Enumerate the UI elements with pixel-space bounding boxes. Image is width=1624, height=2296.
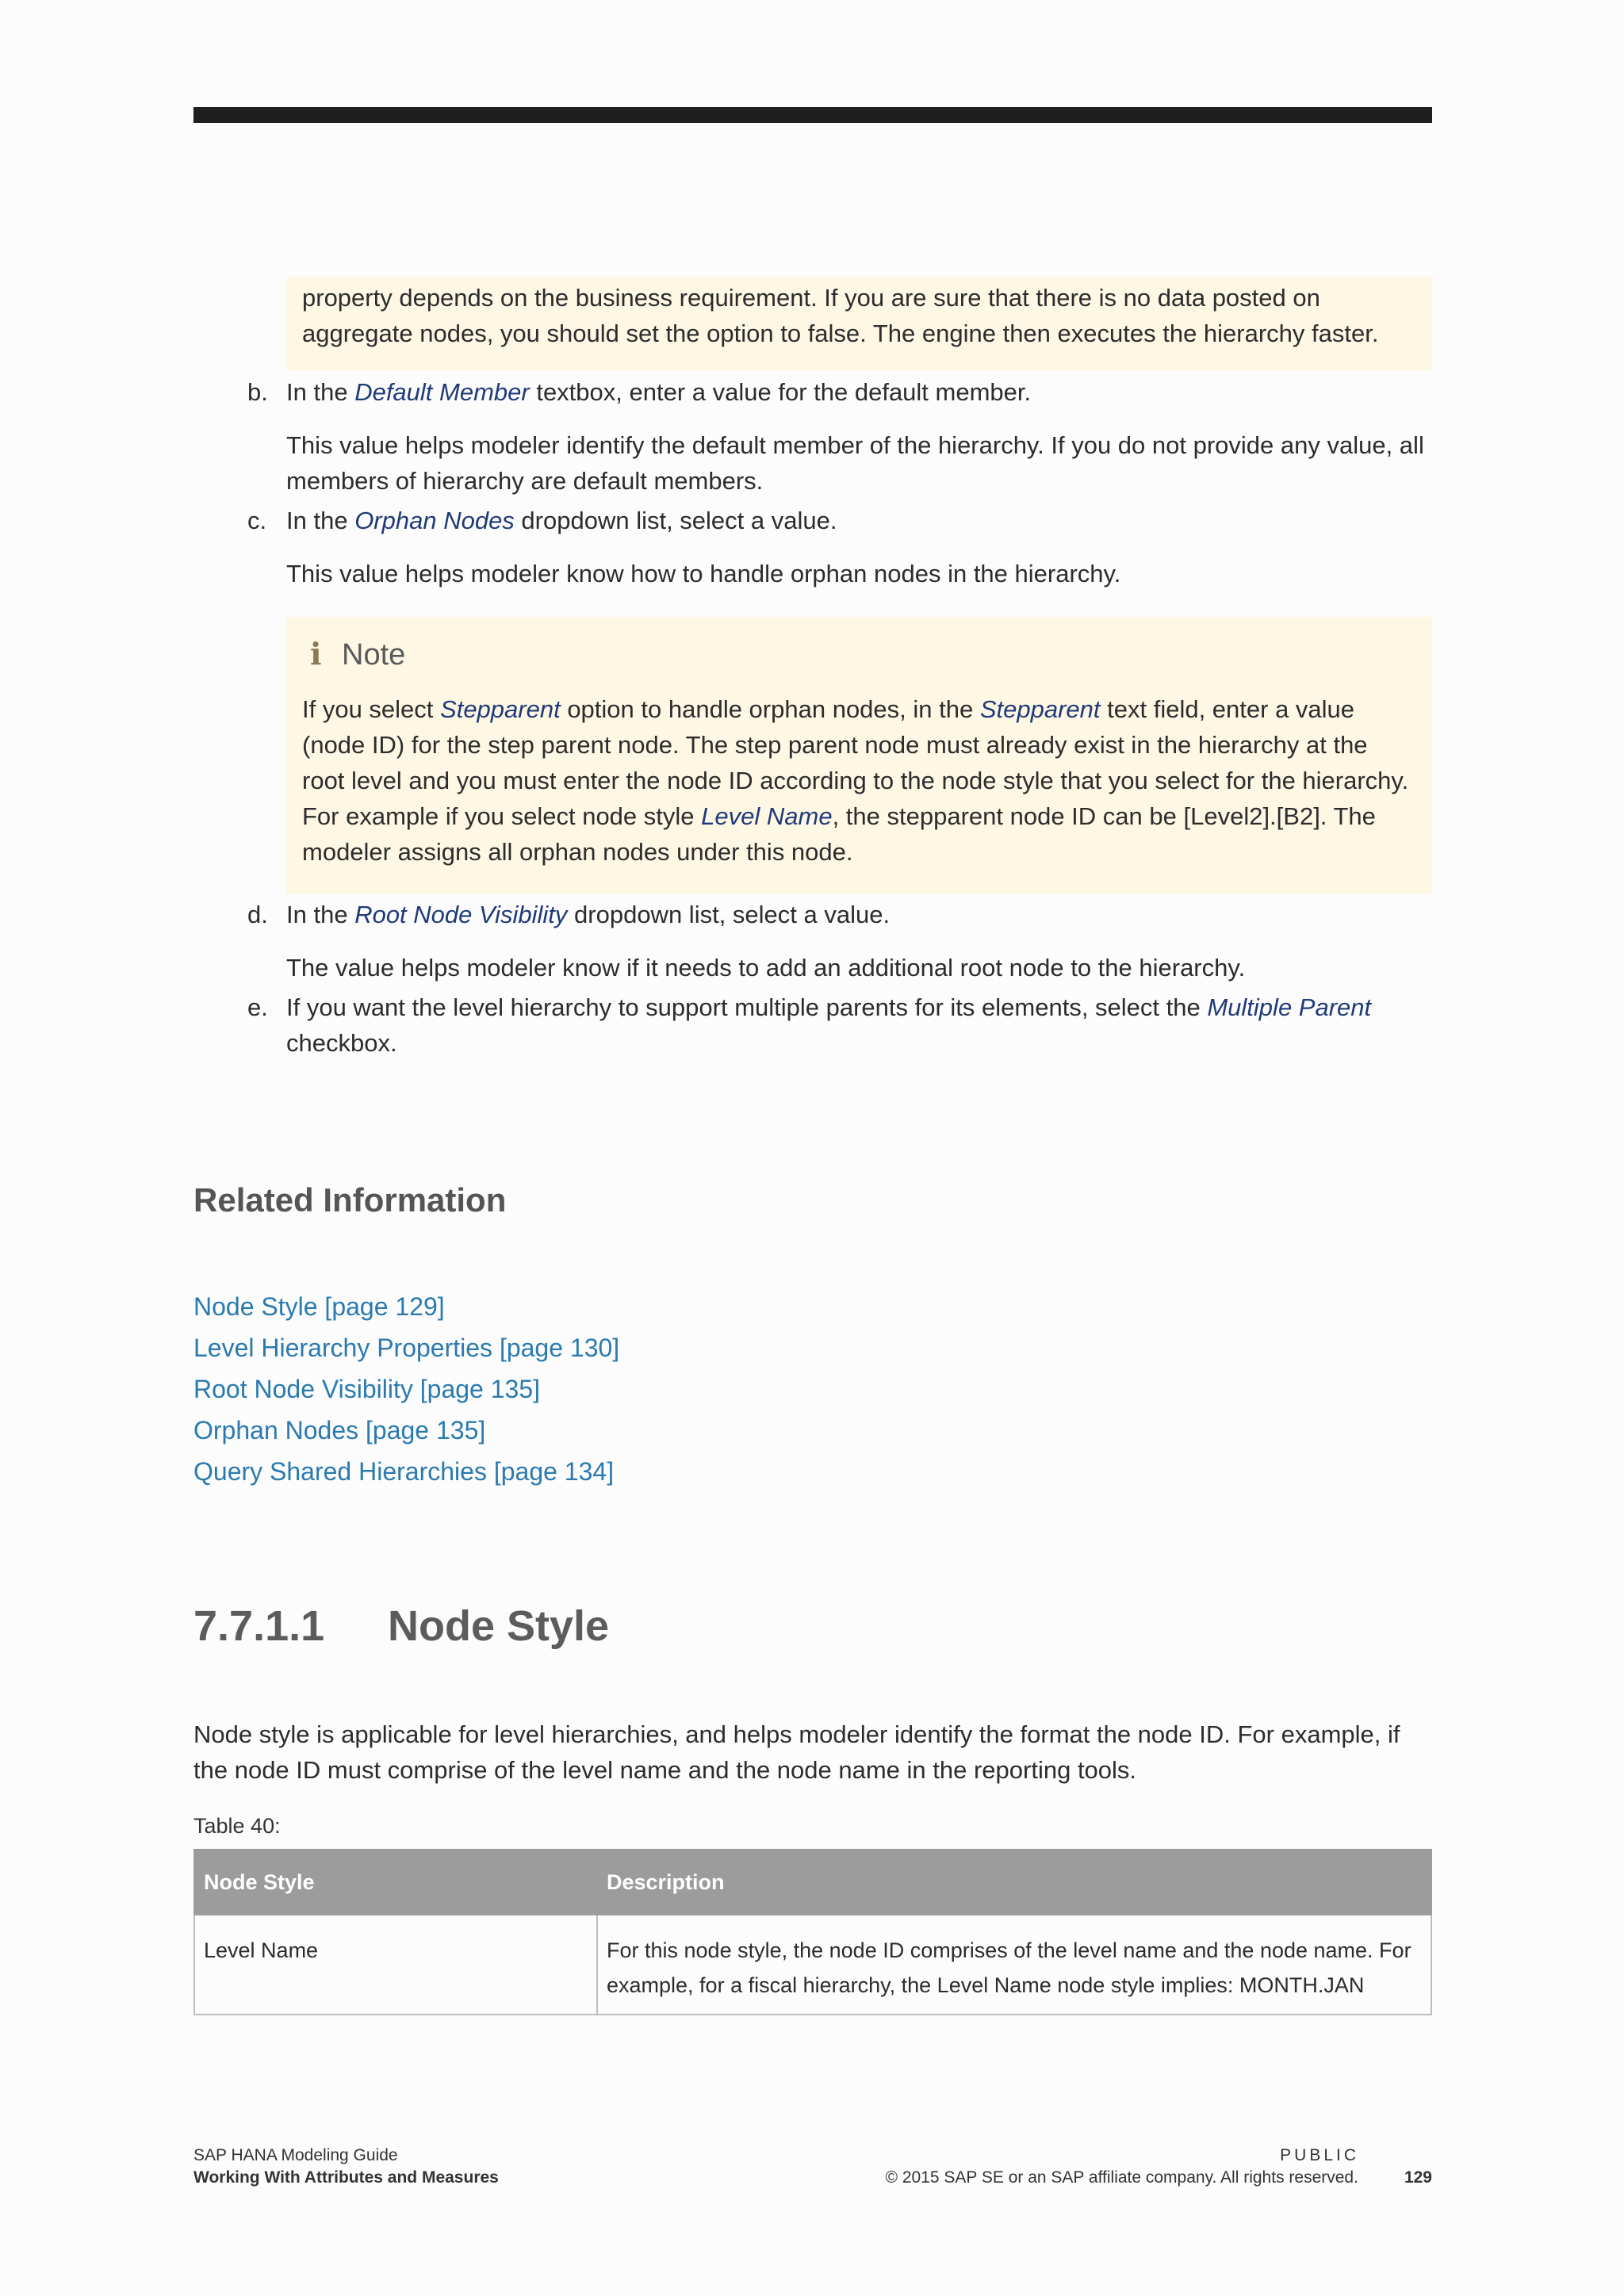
link-root-node-visibility[interactable]: Root Node Visibility [page 135]: [193, 1375, 541, 1403]
column-header: Node Style: [194, 1850, 597, 1915]
step-text: dropdown list, select a value.: [567, 901, 891, 928]
note-box: [286, 617, 1432, 894]
ui-term: Orphan Nodes: [354, 507, 515, 534]
step-letter: b.: [247, 378, 268, 406]
step-text: If you want the level hierarchy to support multiple parents for its elements, select the: [286, 993, 1208, 1021]
link-level-hierarchy-properties[interactable]: Level Hierarchy Properties [page 130]: [193, 1334, 620, 1362]
table-row: [194, 1915, 1431, 2015]
copyright: © 2015 SAP SE or an SAP affiliate company. All rights reserved.: [885, 2168, 1358, 2187]
step-letter: c.: [247, 507, 267, 534]
link-node-style[interactable]: Node Style [page 129]: [193, 1292, 445, 1321]
table-cell: Level Name: [194, 1915, 597, 2015]
note-continuation-text: property depends on the business requirement. If you are sure that there is no data posted on aggregate nodes, you should set the option to false. The engine then executes the hierarchy faster.: [302, 284, 1379, 347]
note-text: text field, enter a value (node ID) for the step parent node. The step parent node must already exist in the hierarchy at the root level and you must enter the node ID according to the node style that you select for the hierarchy. For example if you select node style: [302, 695, 1409, 830]
note-continuation: [286, 277, 1432, 370]
table-cell: For this node style, the node ID comprises of the level name and the node name. For example, for a fiscal hierarchy, the Level Name node style implies: MONTH.JAN: [597, 1915, 1431, 2015]
visibility-label: PUBLIC: [1280, 2146, 1359, 2164]
note-text: , the stepparent node ID can be [Level2].[B2]. The modeler assigns all orphan nodes under this node.: [302, 802, 1376, 866]
ui-term: Stepparent: [440, 695, 561, 723]
step-detail: The value helps modeler know if it needs to add an additional root node to the hierarchy.: [286, 954, 1246, 982]
step-letter: e.: [247, 993, 268, 1021]
step-instruction: [286, 989, 1432, 1061]
step-instruction: [286, 897, 1432, 932]
step-text: checkbox.: [286, 1029, 397, 1057]
link-query-shared-hierarchies[interactable]: Query Shared Hierarchies [page 134]: [193, 1457, 615, 1486]
section-title: Node Style: [388, 1602, 610, 1650]
related-information-heading: Related Information: [193, 1181, 507, 1219]
top-rule: [193, 107, 1432, 123]
ui-term: Default Member: [354, 378, 530, 406]
note-text: If you select: [302, 695, 441, 723]
step-text: textbox, enter a value for the default member.: [529, 378, 1032, 406]
ui-term: Stepparent: [979, 695, 1101, 723]
footer-right: [886, 2145, 1432, 2189]
column-header: Description: [597, 1850, 1431, 1915]
note-title: Note: [342, 638, 406, 672]
page-number: 129: [1404, 2168, 1432, 2187]
node-style-table: [193, 1849, 1432, 2015]
step-text: dropdown list, select a value.: [514, 507, 837, 534]
guide-title: SAP HANA Modeling Guide: [193, 2146, 398, 2164]
section-intro: Node style is applicable for level hierarchies, and helps modeler identify the format the node ID. For example, if the node ID must comprise of the level name and the node name in the reporting tools.: [193, 1720, 1400, 1784]
step-text: In the: [286, 507, 355, 534]
section-number: 7.7.1.1: [193, 1602, 325, 1650]
section-heading: [193, 1601, 609, 1651]
link-orphan-nodes[interactable]: Orphan Nodes [page 135]: [193, 1416, 486, 1445]
table-caption: Table 40:: [193, 1814, 281, 1838]
step-text: In the: [286, 378, 355, 406]
footer-left: [193, 2145, 499, 2189]
ui-term: Root Node Visibility: [354, 901, 568, 928]
related-links: [193, 1286, 619, 1492]
info-icon: i: [310, 636, 322, 672]
ui-term: Level Name: [701, 802, 833, 830]
step-detail: This value helps modeler know how to handle orphan nodes in the hierarchy.: [286, 560, 1121, 587]
note-text: option to handle orphan nodes, in the: [560, 695, 980, 723]
ui-term: Multiple Parent: [1207, 993, 1372, 1021]
table-header-row: [194, 1850, 1431, 1915]
note-body: [302, 691, 1416, 870]
note-header: [310, 636, 405, 672]
step-instruction: [286, 374, 1432, 410]
step-text: In the: [286, 901, 355, 928]
step-detail: This value helps modeler identify the default member of the hierarchy. If you do not provide any value, all members of hierarchy are default members.: [286, 431, 1424, 495]
step-instruction: [286, 503, 1432, 538]
chapter-title: Working With Attributes and Measures: [193, 2168, 499, 2187]
step-letter: d.: [247, 901, 268, 928]
